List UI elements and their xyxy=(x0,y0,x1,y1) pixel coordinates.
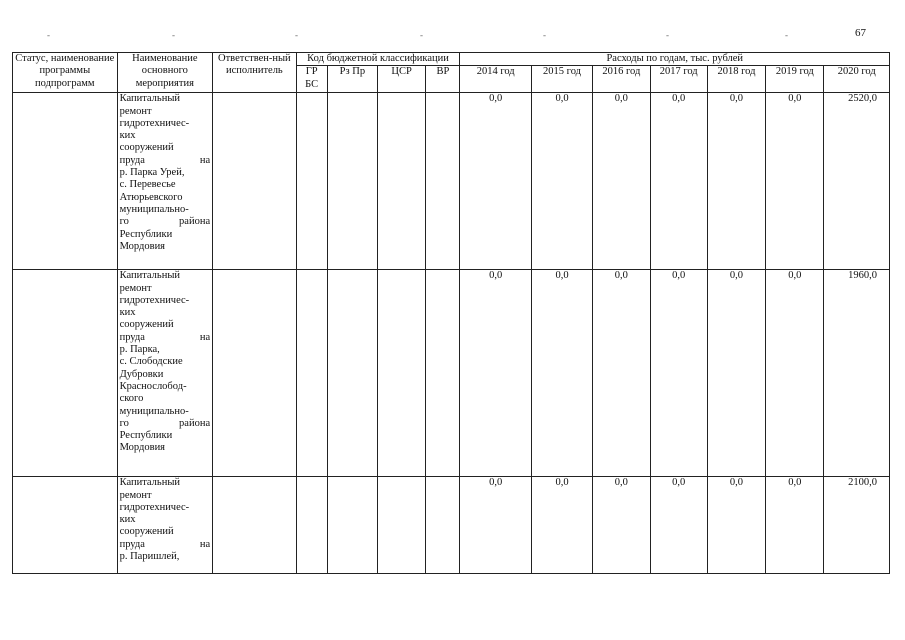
code-grbs-cell xyxy=(296,477,327,574)
activity-line: сооружений xyxy=(119,526,174,538)
activity-line: р. Парка Урей, xyxy=(119,167,185,179)
activity-line: ремонт xyxy=(119,105,152,117)
expense-value-2019: 0,0 xyxy=(766,477,824,574)
expense-value-2016: 0,0 xyxy=(593,477,650,574)
activity-line: Краснослобод- xyxy=(119,380,187,392)
activity-line: гидротехничес- xyxy=(119,501,190,513)
activity-line: муниципально- xyxy=(119,203,189,215)
table-row xyxy=(13,93,890,270)
activity-word: района xyxy=(179,417,211,429)
activity-name-cell xyxy=(117,93,213,270)
code-csr-cell xyxy=(378,270,426,477)
status-cell xyxy=(13,477,118,574)
header-row-1 xyxy=(13,53,890,66)
activity-word: го xyxy=(119,417,129,429)
activity-line: Дубровки xyxy=(119,368,164,380)
activity-line: с. Слободские xyxy=(119,356,183,368)
header-activity: Наименование основного мероприятия xyxy=(117,53,213,93)
expense-value-2016: 0,0 xyxy=(593,270,650,477)
page-number: 67 xyxy=(855,27,866,39)
activity-word: района xyxy=(179,216,211,228)
expense-value-2020: 2100,0 xyxy=(824,477,890,574)
executor-cell xyxy=(213,93,296,270)
activity-line: Капитальный xyxy=(119,270,180,282)
header-year-2018: 2018 год xyxy=(707,66,765,93)
expense-value-2018: 0,0 xyxy=(707,93,765,270)
activity-word: пруда xyxy=(119,331,145,343)
activity-line: Капитальный xyxy=(119,477,180,489)
activity-line: ких xyxy=(119,514,136,526)
activity-line xyxy=(120,216,211,228)
executor-cell xyxy=(213,270,296,477)
scan-mark: - xyxy=(420,30,423,40)
activity-line: Мордовия xyxy=(119,240,166,252)
activity-word: го xyxy=(119,216,129,228)
code-csr-cell xyxy=(378,93,426,270)
scan-mark: - xyxy=(47,30,50,40)
header-expenses: Расходы по годам, тыс. рублей xyxy=(460,53,890,66)
activity-line: с. Перевесье xyxy=(119,179,176,191)
expense-value-2015: 0,0 xyxy=(531,93,592,270)
expense-value-2016: 0,0 xyxy=(593,93,650,270)
activity-line xyxy=(120,332,211,344)
code-csr-cell xyxy=(378,477,426,574)
activity-word: пруда xyxy=(119,154,145,166)
expense-value-2019: 0,0 xyxy=(766,93,824,270)
header-code-grbs: ГР БС xyxy=(296,66,327,93)
activity-line: сооружений xyxy=(119,142,174,154)
code-grbs-cell xyxy=(296,270,327,477)
scan-mark: - xyxy=(785,30,788,40)
code-rzpr-cell xyxy=(327,477,377,574)
header-status: Статус, наименование программы подпрограмм xyxy=(13,53,118,93)
scan-mark: - xyxy=(543,30,546,40)
activity-line: муниципально- xyxy=(119,405,189,417)
expense-value-2019: 0,0 xyxy=(766,270,824,477)
expense-value-2017: 0,0 xyxy=(650,93,707,270)
header-year-2014: 2014 год xyxy=(460,66,531,93)
expense-value-2014: 0,0 xyxy=(460,477,531,574)
activity-line: гидротехничес- xyxy=(119,117,190,129)
expense-value-2014: 0,0 xyxy=(460,270,531,477)
code-vr-cell xyxy=(426,270,460,477)
expense-value-2020: 2520,0 xyxy=(824,93,890,270)
expense-value-2020: 1960,0 xyxy=(824,270,890,477)
header-code-csr: ЦСР xyxy=(378,66,426,93)
code-vr-cell xyxy=(426,477,460,574)
activity-line: Республики xyxy=(119,430,173,442)
activity-word: на xyxy=(199,538,211,550)
scan-mark: - xyxy=(172,30,175,40)
code-rzpr-cell xyxy=(327,93,377,270)
header-code-rzpr: Рз Пр xyxy=(327,66,377,93)
activity-line xyxy=(120,418,211,430)
activity-line: ремонт xyxy=(119,489,152,501)
activity-word: на xyxy=(199,154,211,166)
scan-mark: - xyxy=(666,30,669,40)
header-year-2017: 2017 год xyxy=(650,66,707,93)
status-cell xyxy=(13,93,118,270)
code-grbs-cell xyxy=(296,93,327,270)
activity-line: ского xyxy=(119,393,144,405)
activity-line: р. Паришлей, xyxy=(119,551,180,563)
activity-line: Атюрьевского xyxy=(119,191,183,203)
table-row xyxy=(13,270,890,477)
activity-line: сооружений xyxy=(119,319,174,331)
activity-name-cell xyxy=(117,270,213,477)
activity-line: ремонт xyxy=(119,282,152,294)
header-executor: Ответствен-ный исполнитель xyxy=(213,53,296,93)
activity-line: ких xyxy=(119,307,136,319)
activity-line: р. Парка, xyxy=(119,344,160,356)
activity-name-cell xyxy=(117,477,213,574)
expense-value-2017: 0,0 xyxy=(650,270,707,477)
header-year-2016: 2016 год xyxy=(593,66,650,93)
activity-line: Мордовия xyxy=(119,442,166,454)
budget-table xyxy=(12,52,890,574)
header-year-2015: 2015 год xyxy=(531,66,592,93)
activity-line xyxy=(120,155,211,167)
activity-line: Республики xyxy=(119,228,173,240)
expense-value-2015: 0,0 xyxy=(531,477,592,574)
activity-line: гидротехничес- xyxy=(119,294,190,306)
code-vr-cell xyxy=(426,93,460,270)
header-budget-code: Код бюджетной классификации xyxy=(296,53,460,66)
header-year-2020: 2020 год xyxy=(824,66,890,93)
expense-value-2015: 0,0 xyxy=(531,270,592,477)
activity-word: на xyxy=(199,331,211,343)
activity-line xyxy=(120,539,211,551)
executor-cell xyxy=(213,477,296,574)
expense-value-2017: 0,0 xyxy=(650,477,707,574)
activity-line: ких xyxy=(119,130,136,142)
code-rzpr-cell xyxy=(327,270,377,477)
expense-value-2018: 0,0 xyxy=(707,270,765,477)
activity-word: пруда xyxy=(119,538,145,550)
expense-value-2018: 0,0 xyxy=(707,477,765,574)
scan-mark: - xyxy=(295,30,298,40)
header-year-2019: 2019 год xyxy=(766,66,824,93)
status-cell xyxy=(13,270,118,477)
header-code-vr: ВР xyxy=(426,66,460,93)
expense-value-2014: 0,0 xyxy=(460,93,531,270)
table-row xyxy=(13,477,890,574)
activity-line: Капитальный xyxy=(119,93,180,105)
